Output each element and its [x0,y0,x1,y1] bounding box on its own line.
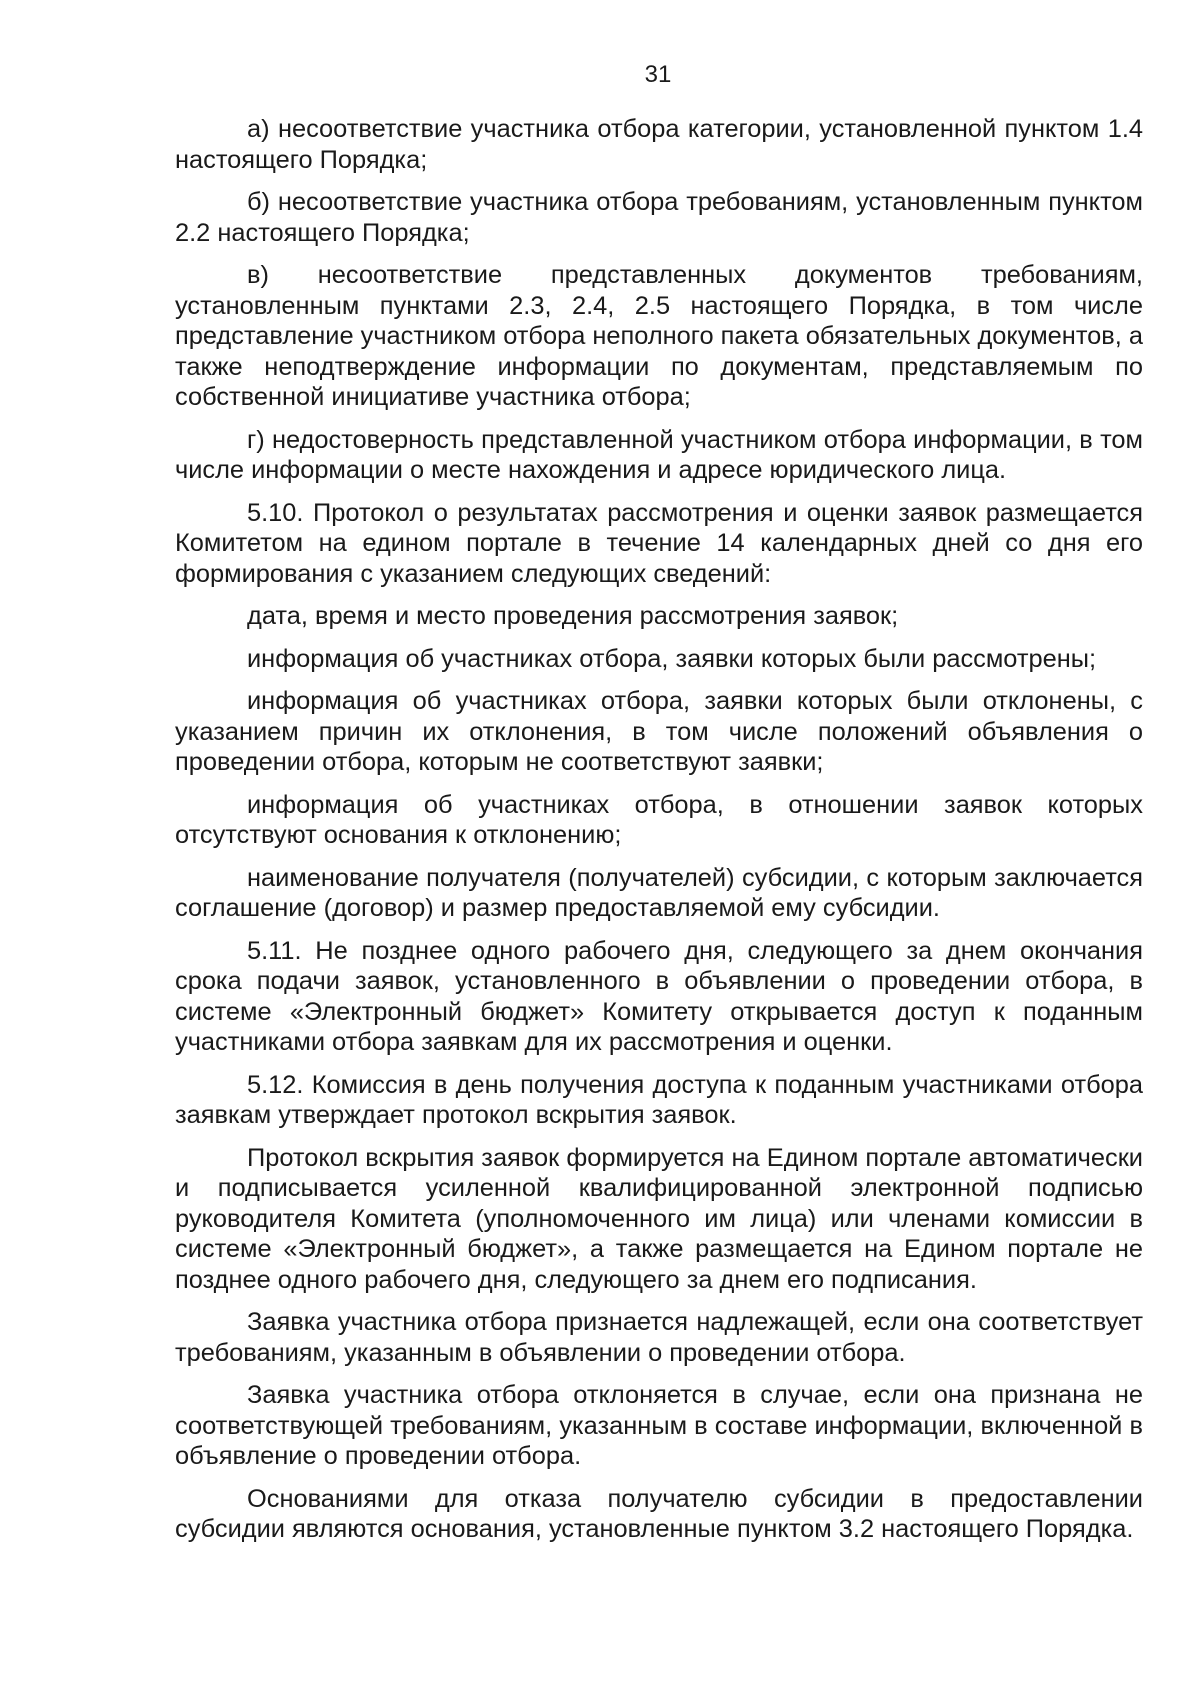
paragraph-5-12: 5.12. Комиссия в день получения доступа к поданным участниками отбора заявкам утверждает протокол вскрытия заявок. [175,1070,1143,1129]
paragraph-rejected-application: Заявка участника отбора отклоняется в случае, если она признана не соответствующей требованиям, указанным в составе информации, включенной в объявление о проведении отбора. [175,1381,1143,1470]
paragraph-item-a: а) несоответствие участника отбора категории, установленной пунктом 1.4 настоящего Порядка; [175,115,1143,174]
paragraph-list-recipient: наименование получателя (получателей) субсидии, с которым заключается соглашение (договор) и размер предоставляемой ему субсидии. [175,863,1143,922]
paragraph-list-reviewed: информация об участниках отбора, заявки которых были рассмотрены; [247,644,1097,673]
paragraph-item-g: г) недостоверность представленной участником отбора информации, в том числе информации о месте нахождения и адресе юридического лица. [175,425,1143,484]
paragraph-item-b: б) несоответствие участника отбора требованиям, установленным пунктом 2.2 настоящего Порядка; [175,188,1143,247]
paragraph-list-no-grounds: информация об участниках отбора, в отношении заявок которых отсутствуют основания к отклонению; [175,790,1143,849]
paragraph-list-date: дата, время и место проведения рассмотрения заявок; [247,602,899,630]
document-body [175,114,1143,1545]
paragraph-item-v: в) несоответствие представленных документов требованиям, установленным пунктами 2.3, 2.4, 2.5 настоящего Порядка, в том числе представление участником отбора неполного пакета обязательных документов, а также неподтверждение информации по документам, представляемым по собственной инициативе участника отбора; [175,261,1144,411]
page-number: 31 [644,61,672,88]
paragraph-refusal-grounds: Основаниями для отказа получателю субсидии в предоставлении субсидии являются основания, установленные пунктом 3.2 настоящего Порядка. [175,1484,1143,1543]
paragraph-list-rejected: информация об участниках отбора, заявки которых были отклонены, с указанием причин их отклонения, в том числе положений объявления о проведении отбора, которым не соответствуют заявки; [175,687,1143,776]
paragraph-proper-application: Заявка участника отбора признается надлежащей, если она соответствует требованиям, указанным в объявлении о проведении отбора. [175,1308,1143,1367]
paragraph-5-11: 5.11. Не позднее одного рабочего дня, следующего за днем окончания срока подачи заявок, установленного в объявлении о проведении отбора, в системе «Электронный бюджет» Комитету открывается доступ к поданным участниками отбора заявкам для их рассмотрения и оценки. [175,936,1143,1056]
paragraph-protocol: Протокол вскрытия заявок формируется на Едином портале автоматически и подписывается усиленной квалифицированной электронной подписью руководителя Комитета (уполномоченного им лица) или членами комиссии в системе «Электронный бюджет», а также размещается на Едином портале не позднее одного рабочего дня, следующего за днем его подписания. [175,1143,1143,1294]
paragraph-5-10: 5.10. Протокол о результатах рассмотрения и оценки заявок размещается Комитетом на едином портале в течение 14 календарных дней со дня его формирования с указанием следующих сведений: [175,498,1143,588]
